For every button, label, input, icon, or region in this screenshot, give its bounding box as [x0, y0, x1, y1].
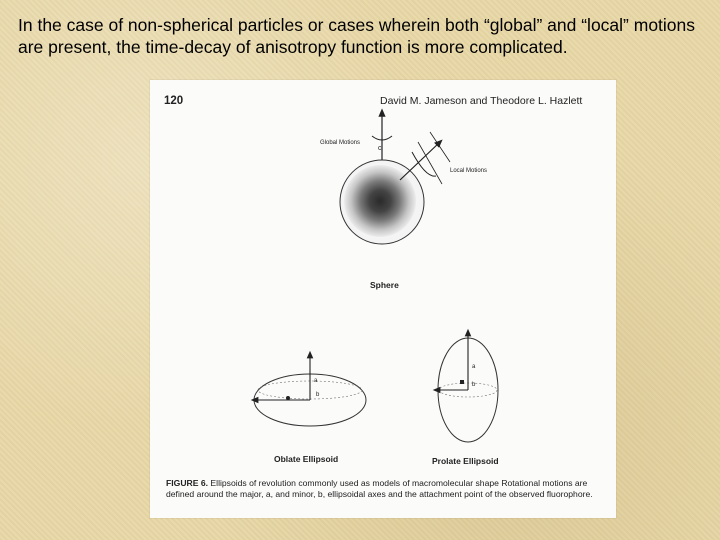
prolate-a-label: a: [472, 364, 476, 370]
oblate-a-label: a: [314, 378, 318, 384]
global-motions-label: Global Motions: [320, 140, 361, 146]
oblate-b-label: b: [316, 392, 320, 398]
oblate-ellipsoid-diagram: [254, 354, 366, 464]
local-motions-label: Local Motions: [450, 168, 488, 174]
running-head: David M. Jameson and Theodore L. Hazlett: [380, 95, 583, 107]
caption-title: FIGURE 6.: [166, 478, 209, 488]
prolate-b-label: b: [472, 382, 476, 388]
slide-body-text: In the case of non-spherical particles or cases wherein both “global” and “local” motions are present, the time-decay of anisotropy function is more complicated.: [18, 15, 696, 57]
figure-caption: [166, 478, 606, 500]
prolate-ellipsoid-diagram: [432, 332, 499, 466]
sphere-diagram: [320, 112, 487, 290]
sphere-label: Sphere: [370, 280, 399, 290]
oblate-label: Oblate Ellipsoid: [274, 454, 339, 464]
prolate-label: Prolate Ellipsoid: [432, 456, 499, 466]
c-axis-label: c: [378, 145, 382, 152]
caption-text: Ellipsoids of revolution commonly used as models of macromolecular shape Rotational motions are defined around the major, a, and minor, b, ellipsoidal axes and the attachment point of the observed fluorophore.: [166, 478, 593, 499]
local-axis-arrow: [400, 142, 440, 180]
local-cone-left: [412, 152, 436, 176]
figure-6-illustration: [150, 80, 616, 518]
scanned-book-page: [150, 80, 616, 518]
page-number: 120: [164, 95, 184, 107]
